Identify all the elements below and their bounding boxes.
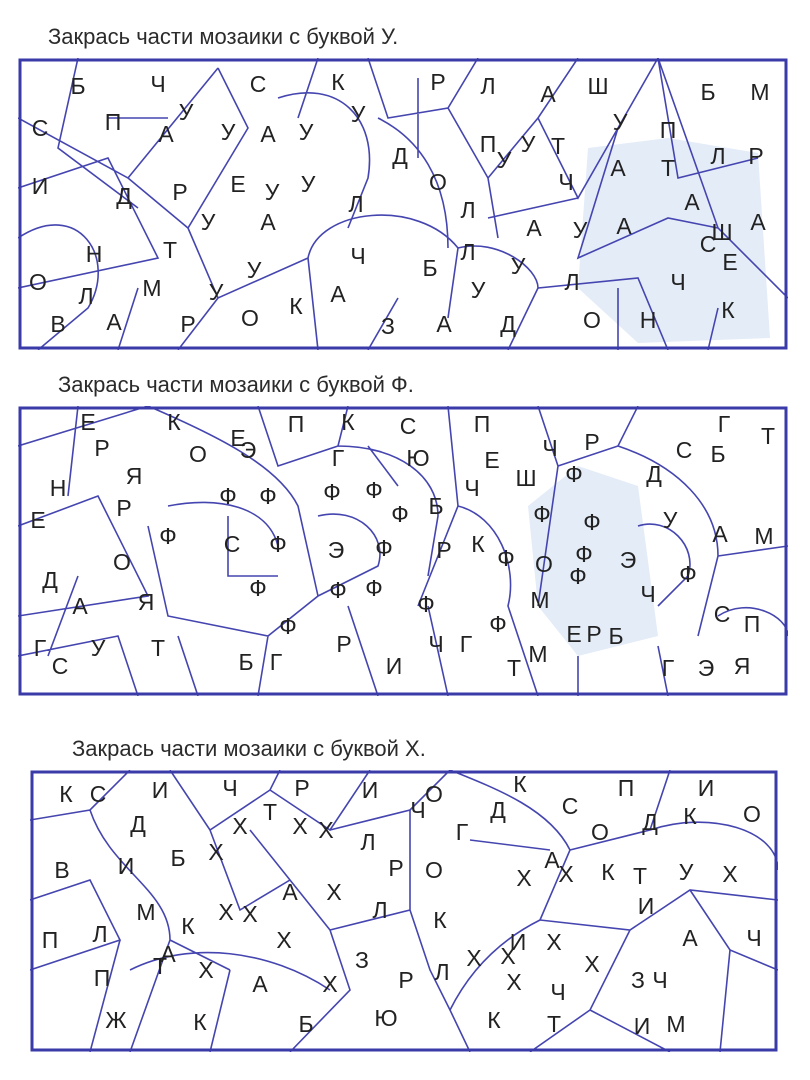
mosaic-letter: Р bbox=[336, 631, 352, 658]
mosaic-letter: Х bbox=[322, 971, 338, 998]
mosaic-letter: Ф bbox=[569, 563, 587, 590]
mosaic-letter: Ф bbox=[489, 611, 507, 638]
mosaic-letter: П bbox=[479, 131, 497, 158]
mosaic-letter: П bbox=[617, 775, 635, 802]
mosaic-letter: З bbox=[381, 313, 395, 340]
mosaic-letter: Ф bbox=[159, 523, 177, 550]
mosaic-letter: П bbox=[104, 109, 122, 136]
mosaic-letter: Д bbox=[392, 143, 408, 170]
mosaic-letter: Х bbox=[558, 861, 574, 888]
mosaic-letter: Л bbox=[434, 959, 450, 986]
mosaic-letter: О bbox=[425, 781, 443, 808]
mosaic-letter: М bbox=[142, 275, 162, 302]
mosaic-letter: А bbox=[712, 521, 728, 548]
mosaic-letter: Р bbox=[294, 775, 310, 802]
mosaic-letter: О bbox=[425, 857, 443, 884]
mosaic-letter: С bbox=[223, 531, 241, 558]
mosaic-letter: Т bbox=[150, 635, 166, 662]
mosaic-letter: Х bbox=[292, 813, 308, 840]
mosaic-letter: Ч bbox=[350, 243, 366, 270]
mosaic-letter: Б bbox=[170, 845, 186, 872]
mosaic-letter: Р bbox=[586, 621, 602, 648]
mosaic-letter: А bbox=[72, 593, 88, 620]
mosaic-letter: А bbox=[610, 155, 626, 182]
mosaic-letter: Х bbox=[326, 879, 342, 906]
mosaic-letter: Ф bbox=[565, 461, 583, 488]
mosaic-letter: И bbox=[509, 929, 527, 956]
mosaic-letter: Х bbox=[232, 813, 248, 840]
mosaic-letter: Х bbox=[506, 969, 522, 996]
mosaic-letter: Р bbox=[430, 69, 446, 96]
mosaic-letter: Ч bbox=[652, 967, 668, 994]
mosaic-letter: Р bbox=[172, 179, 188, 206]
mosaic-letter: Ч bbox=[542, 435, 558, 462]
mosaic-letter: А bbox=[616, 213, 632, 240]
mosaic-letter: Р bbox=[398, 967, 414, 994]
mosaic-letter: К bbox=[59, 781, 73, 808]
mosaic-letter: Ю bbox=[374, 1005, 398, 1032]
mosaic-letter: У bbox=[300, 171, 316, 198]
puzzle-1-title: Закрась части мозаики с буквой У. bbox=[48, 24, 399, 49]
mosaic-letter: А bbox=[160, 941, 176, 968]
mosaic-letter: Х bbox=[466, 945, 482, 972]
mosaic-letter: А bbox=[750, 209, 766, 236]
mosaic-letter: Я bbox=[125, 463, 143, 490]
mosaic-letter: Б bbox=[298, 1011, 314, 1038]
mosaic-letter: К bbox=[721, 297, 735, 324]
mosaic-letter: Л bbox=[710, 143, 726, 170]
mosaic-letter: У bbox=[178, 99, 194, 126]
mosaic-letter: Р bbox=[116, 495, 132, 522]
mosaic-letter: У bbox=[678, 859, 694, 886]
mosaic-letter: М bbox=[136, 899, 156, 926]
mosaic-letter: З bbox=[355, 947, 369, 974]
mosaic-letter: И bbox=[633, 1013, 651, 1040]
mosaic-letter: О bbox=[583, 307, 601, 334]
mosaic-letter: Я bbox=[733, 653, 751, 680]
mosaic-letter: Т bbox=[550, 133, 566, 160]
mosaic-letter: И bbox=[31, 173, 49, 200]
mosaic-letter: Э bbox=[619, 547, 637, 574]
mosaic-letter: Ч bbox=[150, 71, 166, 98]
mosaic-letter: Е bbox=[230, 171, 246, 198]
mosaic-letter: Т bbox=[546, 1011, 562, 1038]
mosaic-letter: Д bbox=[642, 809, 658, 836]
mosaic-letter: Ф bbox=[279, 613, 297, 640]
mosaic-letter: Г bbox=[331, 445, 345, 472]
mosaic-letter: О bbox=[591, 819, 609, 846]
mosaic-letter: Ф bbox=[259, 483, 277, 510]
mosaic-letter: П bbox=[473, 411, 491, 438]
mosaic-letter: Х bbox=[516, 865, 532, 892]
mosaic-letter: Ш bbox=[587, 73, 609, 100]
mosaic-letter: Т bbox=[632, 863, 648, 890]
mosaic-letter: Э bbox=[697, 655, 715, 682]
mosaic-letter: У bbox=[510, 253, 526, 280]
mosaic-letter: П bbox=[41, 927, 59, 954]
mosaic-letter: И bbox=[151, 777, 169, 804]
mosaic-letter: С bbox=[51, 653, 69, 680]
mosaic-letter: Ф bbox=[575, 541, 593, 568]
mosaic-letter: Ч bbox=[746, 925, 762, 952]
mosaic-letter: А bbox=[252, 971, 268, 998]
mosaic-letter: Т bbox=[262, 799, 278, 826]
mosaic-letter: Э bbox=[327, 537, 345, 564]
puzzle-2-title: Закрась части мозаики с буквой Ф. bbox=[58, 372, 414, 397]
mosaic-letter: У bbox=[200, 209, 216, 236]
mosaic-letter: О bbox=[189, 441, 207, 468]
mosaic-letter: Б bbox=[710, 441, 726, 468]
mosaic-letter: В bbox=[54, 857, 70, 884]
mosaic-letter: Ж bbox=[105, 1007, 127, 1034]
mosaic-letter: М bbox=[530, 587, 550, 614]
mosaic-letter: С bbox=[561, 793, 579, 820]
mosaic-letter: С bbox=[249, 71, 267, 98]
mosaic-letter: Г bbox=[33, 635, 47, 662]
mosaic-letter: Е bbox=[230, 425, 246, 452]
mosaic-letter: Е bbox=[30, 507, 46, 534]
mosaic-letter: У bbox=[496, 147, 512, 174]
mosaic-letter: Б bbox=[238, 649, 254, 676]
mosaic-letter: М bbox=[528, 641, 548, 668]
mosaic-letter: Ю bbox=[406, 445, 430, 472]
mosaic-letter: Х bbox=[546, 929, 562, 956]
mosaic-letter: Х bbox=[500, 943, 516, 970]
mosaic-letter: Ч bbox=[428, 631, 444, 658]
mosaic-letter: Ф bbox=[249, 575, 267, 602]
puzzle-3-mosaic[interactable] bbox=[30, 770, 778, 1052]
mosaic-letter: У bbox=[572, 217, 588, 244]
mosaic-letter: Р bbox=[388, 855, 404, 882]
mosaic-letter: Ч bbox=[670, 269, 686, 296]
mosaic-letter: Г bbox=[459, 631, 473, 658]
mosaic-letter: Р bbox=[748, 143, 764, 170]
mosaic-letter: Б bbox=[422, 255, 438, 282]
mosaic-letter: У bbox=[470, 277, 486, 304]
mosaic-letter: Я bbox=[137, 589, 155, 616]
mosaic-letter: О bbox=[429, 169, 447, 196]
mosaic-letter: К bbox=[181, 913, 195, 940]
mosaic-letter: И bbox=[117, 853, 135, 880]
mosaic-letter: Д bbox=[646, 461, 662, 488]
mosaic-letter: О bbox=[113, 549, 131, 576]
mosaic-letter: Ш bbox=[515, 465, 537, 492]
mosaic-letter: У bbox=[246, 257, 262, 284]
mosaic-letter: У bbox=[298, 119, 314, 146]
mosaic-letter: А bbox=[540, 81, 556, 108]
mosaic-letter: С bbox=[31, 115, 49, 142]
mosaic-letter: Л bbox=[564, 269, 580, 296]
mosaic-letter: И bbox=[637, 893, 655, 920]
mosaic-letter: Б bbox=[608, 623, 624, 650]
mosaic-letter: Х bbox=[208, 839, 224, 866]
mosaic-letter: К bbox=[341, 409, 355, 436]
mosaic-letter: Ч bbox=[558, 169, 574, 196]
mosaic-letter: А bbox=[260, 209, 276, 236]
mosaic-letter: Т bbox=[660, 155, 676, 182]
mosaic-letter: В bbox=[50, 311, 66, 338]
mosaic-letter: Т bbox=[760, 423, 776, 450]
mosaic-letter: Ф bbox=[417, 591, 435, 618]
mosaic-letter: У bbox=[350, 101, 366, 128]
mosaic-letter: Т bbox=[506, 655, 522, 682]
mosaic-letter: Х bbox=[318, 817, 334, 844]
mosaic-letter: Х bbox=[242, 901, 258, 928]
mosaic-letter: К bbox=[683, 803, 697, 830]
mosaic-letter: У bbox=[90, 635, 106, 662]
mosaic-letter: Н bbox=[639, 307, 657, 334]
mosaic-letter: Ф bbox=[365, 575, 383, 602]
mosaic-letter: Э bbox=[239, 437, 257, 464]
mosaic-letter: Р bbox=[436, 537, 452, 564]
mosaic-letter: Д bbox=[116, 183, 132, 210]
mosaic-letter: А bbox=[158, 121, 174, 148]
mosaic-letter: А bbox=[260, 121, 276, 148]
mosaic-letter: Е bbox=[566, 621, 582, 648]
mosaic-letter: Г bbox=[455, 819, 469, 846]
mosaic-letter: А bbox=[330, 281, 346, 308]
mosaic-letter: З bbox=[631, 967, 645, 994]
mosaic-letter: Ч bbox=[640, 581, 656, 608]
mosaic-letter: Ф bbox=[391, 501, 409, 528]
mosaic-letter: Ф bbox=[219, 483, 237, 510]
puzzle-2-letters bbox=[30, 409, 775, 681]
mosaic-letter: Л bbox=[360, 829, 376, 856]
mosaic-letter: Л bbox=[460, 197, 476, 224]
mosaic-letter: Л bbox=[460, 239, 476, 266]
mosaic-letter: Л bbox=[78, 283, 94, 310]
mosaic-letter: К bbox=[193, 1009, 207, 1036]
mosaic-letter: Д bbox=[42, 567, 58, 594]
mosaic-letter: Ф bbox=[583, 509, 601, 536]
mosaic-letter: О bbox=[743, 801, 761, 828]
mosaic-letter: Б bbox=[700, 79, 716, 106]
mosaic-letter: П bbox=[659, 117, 677, 144]
mosaic-letter: А bbox=[526, 215, 542, 242]
mosaic-letter: Е bbox=[484, 447, 500, 474]
mosaic-letter: М bbox=[750, 79, 770, 106]
mosaic-letter: У bbox=[520, 131, 536, 158]
mosaic-letter: Д bbox=[130, 811, 146, 838]
mosaic-letter: Ф bbox=[329, 577, 347, 604]
puzzle-2-mosaic[interactable] bbox=[18, 406, 788, 696]
mosaic-letter: П bbox=[287, 411, 305, 438]
mosaic-letter: Ф bbox=[679, 561, 697, 588]
mosaic-letter: У bbox=[662, 507, 678, 534]
mosaic-letter: К bbox=[331, 69, 345, 96]
mosaic-letter: К bbox=[487, 1007, 501, 1034]
mosaic-letter: М bbox=[754, 523, 774, 550]
mosaic-letter: С bbox=[713, 601, 731, 628]
mosaic-letter: Ч bbox=[222, 775, 238, 802]
mosaic-letter: Р bbox=[94, 435, 110, 462]
mosaic-letter: Л bbox=[92, 921, 108, 948]
mosaic-letter: Т bbox=[162, 237, 178, 264]
mosaic-letter: Р bbox=[180, 311, 196, 338]
mosaic-letter: Н bbox=[49, 475, 67, 502]
mosaic-letter: Ф bbox=[533, 501, 551, 528]
mosaic-letter: Р bbox=[584, 429, 600, 456]
mosaic-letter: Л bbox=[372, 897, 388, 924]
mosaic-letter: П bbox=[93, 965, 111, 992]
mosaic-letter: Г bbox=[717, 411, 731, 438]
mosaic-letter: К bbox=[471, 531, 485, 558]
mosaic-letter: У bbox=[612, 109, 628, 136]
mosaic-letter: Д bbox=[490, 797, 506, 824]
mosaic-letter: Е bbox=[722, 249, 738, 276]
mosaic-letter: К bbox=[289, 293, 303, 320]
mosaic-letter: А bbox=[544, 847, 560, 874]
mosaic-letter: У bbox=[208, 279, 224, 306]
mosaic-letter: А bbox=[282, 879, 298, 906]
mosaic-letter: У bbox=[220, 119, 236, 146]
mosaic-letter: А bbox=[682, 925, 698, 952]
mosaic-letter: Ч bbox=[410, 797, 426, 824]
mosaic-letter: Ф bbox=[375, 535, 393, 562]
mosaic-letter: К bbox=[433, 907, 447, 934]
mosaic-letter: С bbox=[89, 781, 107, 808]
mosaic-letter: Ш bbox=[711, 219, 733, 246]
mosaic-letter: С bbox=[699, 231, 717, 258]
mosaic-letter: Х bbox=[218, 899, 234, 926]
puzzle-1-mosaic[interactable] bbox=[18, 58, 788, 350]
mosaic-letter: П bbox=[743, 611, 761, 638]
mosaic-letter: Е bbox=[80, 409, 96, 436]
mosaic-letter: Д bbox=[500, 311, 516, 338]
mosaic-letter: А bbox=[684, 189, 700, 216]
mosaic-letter: Х bbox=[584, 951, 600, 978]
mosaic-letter: С bbox=[675, 437, 693, 464]
mosaic-letter: К bbox=[167, 409, 181, 436]
mosaic-letter: Б bbox=[70, 73, 86, 100]
mosaic-letter: Б bbox=[428, 493, 444, 520]
mosaic-letter: Н bbox=[85, 241, 103, 268]
mosaic-letter: Х bbox=[198, 957, 214, 984]
mosaic-letter: А bbox=[436, 311, 452, 338]
mosaic-letter: К bbox=[601, 859, 615, 886]
mosaic-letter: О bbox=[241, 305, 259, 332]
mosaic-letter: К bbox=[513, 771, 527, 798]
mosaic-letter: И bbox=[361, 777, 379, 804]
mosaic-letter: О bbox=[29, 269, 47, 296]
mosaic-letter: Г bbox=[661, 655, 675, 682]
mosaic-letter: О bbox=[535, 551, 553, 578]
mosaic-letter: Г bbox=[269, 649, 283, 676]
mosaic-letter: Х bbox=[276, 927, 292, 954]
mosaic-letter: Х bbox=[722, 861, 738, 888]
mosaic-letter: Ч bbox=[464, 475, 480, 502]
mosaic-letter: С bbox=[399, 413, 417, 440]
mosaic-letter: А bbox=[106, 309, 122, 336]
puzzle-3-title: Закрась части мозаики с буквой Х. bbox=[72, 736, 426, 761]
mosaic-letter: И bbox=[385, 653, 403, 680]
mosaic-letter: Ф bbox=[269, 531, 287, 558]
mosaic-letter: И bbox=[697, 775, 715, 802]
mosaic-letter: Ф bbox=[365, 477, 383, 504]
mosaic-letter: Т bbox=[152, 953, 168, 980]
mosaic-letter: Ч bbox=[550, 979, 566, 1006]
mosaic-letter: Ф bbox=[497, 545, 515, 572]
mosaic-letter: Ф bbox=[323, 479, 341, 506]
mosaic-letter: М bbox=[666, 1011, 686, 1038]
mosaic-letter: У bbox=[264, 179, 280, 206]
mosaic-letter: Л bbox=[480, 73, 496, 100]
mosaic-letter: Л bbox=[348, 191, 364, 218]
